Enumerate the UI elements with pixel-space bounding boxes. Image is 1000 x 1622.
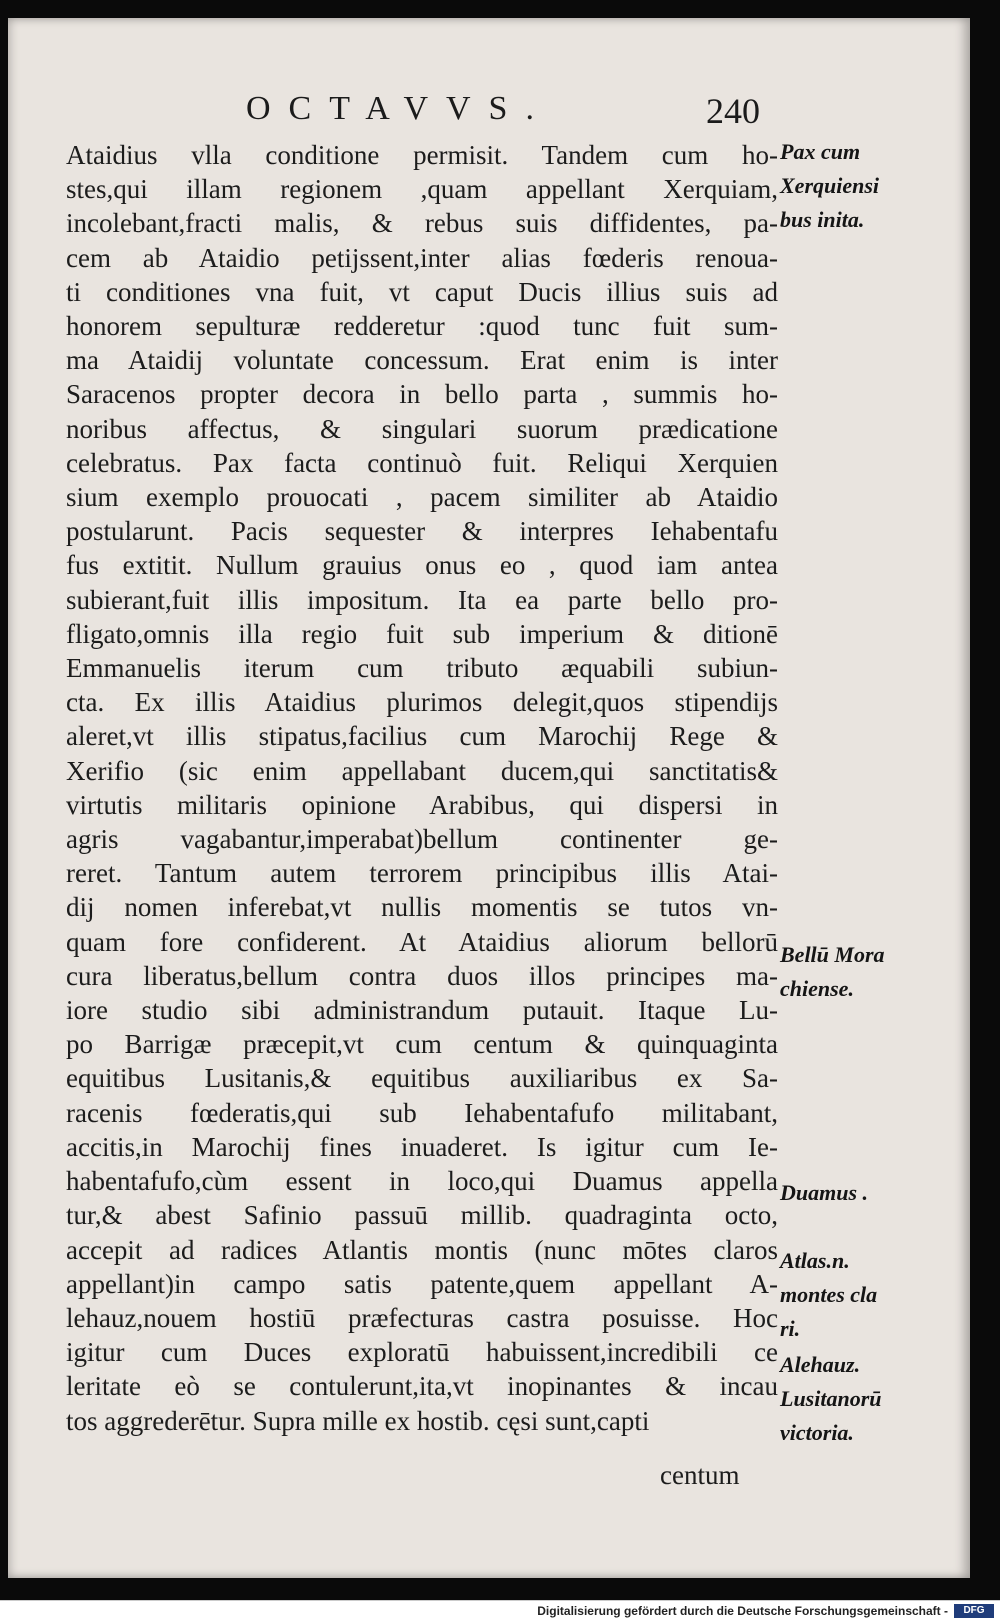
margin-note-line: chiense. (780, 976, 854, 1001)
text-line: postularunt. Pacis sequester & interpres Iehabentafu (66, 516, 778, 547)
text-line: lehauz,nouem hostiū præfecturas castra posuisse. Hoc (66, 1302, 778, 1333)
text-line: reret. Tantum autem terrorem principibus illis Atai- (66, 858, 778, 889)
text-line: Saracenos propter decora in bello parta , summis ho- (66, 379, 778, 410)
margin-note-line: Duamus . (780, 1180, 869, 1205)
text-line: Ataidius vlla conditione permisit. Tandem cum ho- (66, 140, 778, 170)
margin-note-duamus (780, 1176, 960, 1210)
text-line: tos aggrederētur. Supra mille ex hostib. cęsi sunt,capti (66, 1405, 650, 1436)
text-line: sium exemplo prouocati , pacem similiter ab Ataidio (66, 482, 778, 513)
margin-note-pax (780, 135, 960, 237)
text-line: fligato,omnis illa regio fuit sub imperium & ditionē (66, 618, 778, 649)
catchword: centum (660, 1460, 740, 1490)
text-line: incolebant,fracti malis, & rebus suis diffidentes, pa- (66, 208, 778, 239)
margin-note-line: Atlas.n. (780, 1248, 850, 1273)
text-line: tur,& abest Safinio passuū millib. quadraginta octo, (66, 1200, 778, 1231)
margin-note-line: Xerquiensi (780, 173, 880, 198)
text-line: stes,qui illam regionem ,quam appellant Xerquiam, (66, 174, 778, 205)
page-number: 240 (706, 91, 760, 131)
margin-note-atlas (780, 1244, 960, 1346)
text-line: cura liberatus,bellum contra duos illos principes ma- (66, 960, 778, 991)
text-line: Emmanuelis iterum cum tributo æquabili subiun- (66, 653, 778, 684)
text-line: honorem sepulturæ redderetur :quod tunc fuit sum- (66, 311, 778, 342)
text-line: fus extitit. Nullum grauius onus eo , quod iam antea (66, 550, 778, 581)
margin-note-line: Bellū Mora (780, 942, 885, 967)
margin-note-line: Alehauz. (780, 1352, 861, 1377)
margin-note-bellum (780, 938, 960, 1006)
text-line: noribus affectus, & singulari suorum prædicatione (66, 413, 778, 444)
text-line: leritate eò se contulerunt,ita,vt inopinantes & incau (66, 1371, 778, 1402)
funding-credit: Digitalisierung gefördert durch die Deutsche Forschungsgemeinschaft - (537, 1604, 948, 1618)
text-line: virtutis militaris opinione Arabibus, qui dispersi in (66, 789, 778, 820)
text-line: quam fore confiderent. At Ataidius aliorum bellorū (66, 926, 778, 957)
margin-note-victoria (780, 1382, 960, 1450)
margin-note-line: ri. (780, 1316, 801, 1341)
dfg-logo: DFG (954, 1604, 994, 1618)
text-line: cta. Ex illis Ataidius plurimos delegit,quos stipendijs (66, 687, 778, 718)
margin-note-line: victoria. (780, 1420, 854, 1445)
text-line: igitur cum Duces exploratū habuissent,incredibili ce (66, 1337, 778, 1368)
text-line: ma Ataidij voluntate concessum. Erat enim is inter (66, 345, 778, 376)
margin-note-line: bus inita. (780, 207, 865, 232)
text-line: accepit ad radices Atlantis montis (nunc mōtes claros (66, 1234, 778, 1265)
body-text (66, 138, 778, 1438)
text-line: po Barrigæ præcepit,vt cum centum & quinquaginta (66, 1029, 778, 1060)
text-line: appellant)in campo satis patente,quem appellant A- (66, 1268, 778, 1299)
text-line: habentafufo,cùm essent in loco,qui Duamus appella (66, 1166, 778, 1197)
digitization-footer (0, 1600, 1000, 1622)
text-line: celebratus. Pax facta continuò fuit. Reliqui Xerquien (66, 447, 778, 478)
text-line: iore studio sibi administrandum putauit. Itaque Lu- (66, 995, 778, 1026)
text-line: aleret,vt illis stipatus,facilius cum Marochij Rege & (66, 721, 778, 752)
text-line: subierant,fuit illis impositum. Ita ea parte bello pro- (66, 584, 778, 615)
text-line: dij nomen inferebat,vt nullis momentis se tutos vn- (66, 892, 778, 923)
text-line: racenis fœderatis,qui sub Iehabentafufo militabant, (66, 1097, 778, 1128)
text-line: equitibus Lusitanis,& equitibus auxiliaribus ex Sa- (66, 1063, 778, 1094)
text-line: cem ab Ataidio petijssent,inter alias fœderis renoua- (66, 242, 778, 273)
margin-note-line: Pax cum (780, 139, 861, 164)
book-page (8, 18, 970, 1578)
text-line: accitis,in Marochij fines inuaderet. Is igitur cum Ie- (66, 1131, 778, 1162)
running-head: OCTAVVS. (246, 90, 552, 127)
margin-note-line: Lusitanorū (780, 1386, 882, 1411)
text-line: ti conditiones vna fuit, vt caput Ducis illius suis ad (66, 276, 778, 307)
margin-note-alehauz (780, 1348, 960, 1382)
margin-note-line: montes cla (780, 1282, 878, 1307)
text-line: Xerifio (sic enim appellabant ducem,qui sanctitatis& (66, 755, 778, 786)
text-line: agris vagabantur,imperabat)bellum continenter ge- (66, 824, 778, 855)
